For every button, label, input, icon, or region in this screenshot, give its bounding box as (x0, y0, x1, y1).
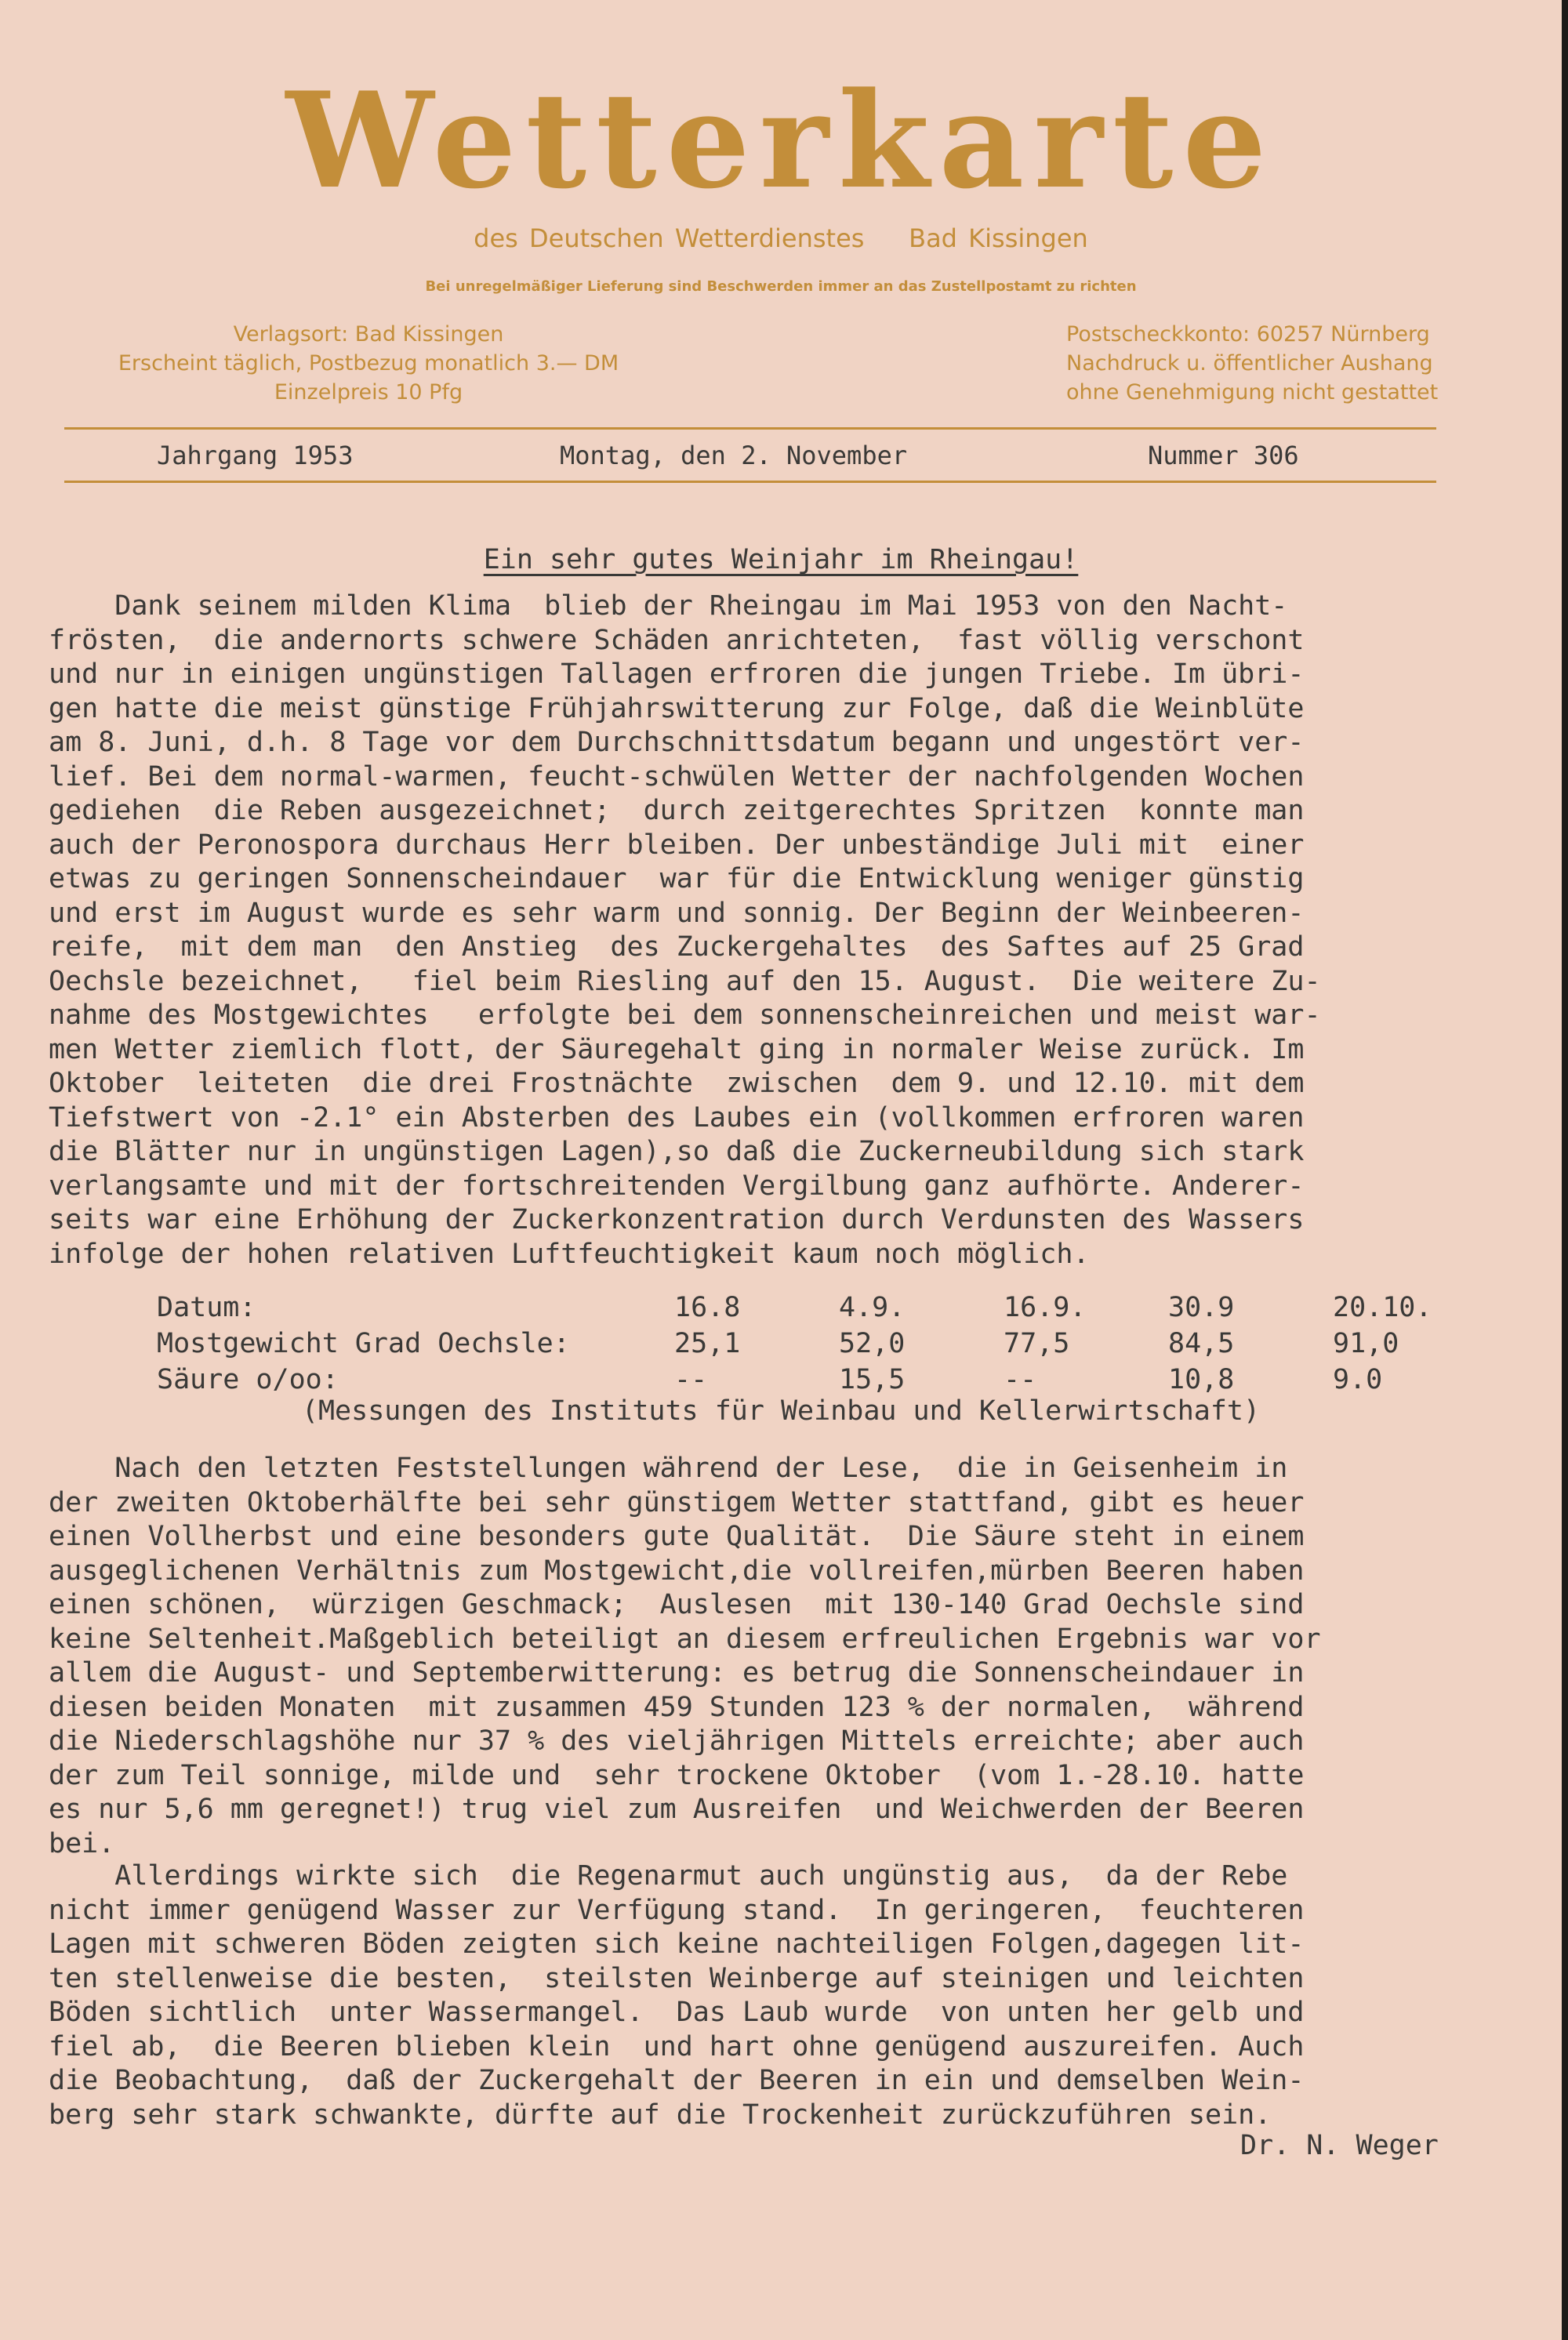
issue-volume: Jahrgang 1953 (157, 441, 354, 470)
paragraph-line: ten stellenweise die besten, steilsten Weinberge auf steinigen und leichten (49, 1962, 1305, 1994)
imprint-right (1066, 320, 1505, 407)
paragraph-line: men Wetter ziemlich flott, der Säuregehalt ging in normaler Weise zurück. Im (49, 1033, 1305, 1065)
measurement-table (157, 1290, 1458, 1398)
paragraph-line: frösten, die andernorts schwere Schäden anrichteten, fast völlig verschont (49, 624, 1305, 656)
delivery-notice: Bei unregelmäßiger Lieferung sind Beschwerden immer an das Zustellpostamt zu richten (425, 278, 1137, 295)
table-cell: 16.9. (1004, 1292, 1087, 1323)
paragraph-line: lief. Bei dem normal-warmen, feucht-schwülen Wetter der nachfolgenden Wochen (49, 760, 1305, 793)
paragraph-line: berg sehr stark schwankte, dürfte auf die Trockenheit zurückzuführen sein. (49, 2099, 1272, 2131)
table-row (157, 1362, 1458, 1398)
table-row-label: Datum: (157, 1292, 256, 1323)
paragraph-line: die Blätter nur in ungünstigen Lagen),so daß die Zuckerneubildung sich stark (49, 1136, 1305, 1167)
issue-number: Nummer 306 (1148, 441, 1299, 470)
paragraph-line: diesen beiden Monaten mit zusammen 459 Stunden 123 % der normalen, während (49, 1691, 1305, 1723)
paragraph-line: seits war eine Erhöhung der Zuckerkonzentration durch Verdunsten des Wassers (49, 1204, 1305, 1235)
paragraph-line: nahme des Mostgewichtes erfolgte bei dem sonnenscheinreichen und meist war- (49, 999, 1321, 1031)
paragraph-line: gen hatte die meist günstige Frühjahrswitterung zur Folge, daß die Weinblüte (49, 692, 1305, 724)
author-signature: Dr. N. Weger (1240, 2130, 1439, 2161)
top-rule (64, 427, 1436, 430)
paragraph-line: Oechsle bezeichnet, fiel beim Riesling auf den 15. August. Die weitere Zu- (49, 965, 1321, 997)
publisher-subtitle: des Deutschen Wetterdienstes Bad Kissingen (474, 223, 1088, 253)
scan-edge (1562, 0, 1568, 2340)
issue-date: Montag, den 2. November (560, 441, 908, 470)
imprint-left (86, 320, 651, 407)
masthead (0, 63, 1562, 295)
table-cell: 4.9. (839, 1292, 906, 1323)
paragraph-line: und nur in einigen ungünstigen Tallagen erfroren die jungen Triebe. Im übri- (49, 658, 1305, 690)
imprint-frequency: Erscheint täglich, Postbezug monatlich 3.— DM (118, 351, 619, 375)
table-cell: 16.8 (674, 1292, 741, 1323)
table-cell: 9.0 (1333, 1364, 1383, 1395)
table-row-label: Mostgewicht Grad Oechsle: (157, 1328, 570, 1359)
table-cell: 77,5 (1004, 1328, 1070, 1359)
paragraph-line: auch der Peronospora durchaus Herr bleiben. Der unbeständige Juli mit einer (49, 829, 1305, 861)
paragraph-line: verlangsamte und mit der fortschreitenden Vergilbung ganz aufhörte. Anderer- (49, 1170, 1305, 1202)
paragraph-line: ausgeglichenen Verhältnis zum Mostgewicht,die vollreifen,mürben Beeren haben (49, 1555, 1305, 1587)
imprint-reprint-notice: Nachdruck u. öffentlicher Aushang (1066, 351, 1433, 375)
paragraph-line: einen schönen, würzigen Geschmack; Auslesen mit 130-140 Grad Oechsle sind (49, 1589, 1305, 1620)
paragraph-line: etwas zu geringen Sonnenscheindauer war für die Entwicklung weniger günstig (49, 863, 1305, 894)
paragraph-line: einen Vollherbst und eine besonders gute Qualität. Die Säure steht in einem (49, 1521, 1305, 1552)
paragraph-line: und erst im August wurde es sehr warm und sonnig. Der Beginn der Weinbeeren- (49, 897, 1305, 929)
paragraph-line: die Beobachtung, daß der Zuckergehalt der Beeren in ein und demselben Wein- (49, 2065, 1305, 2096)
table-cell: 10,8 (1168, 1364, 1235, 1395)
paragraph-line: nicht immer genügend Wasser zur Verfügung stand. In geringeren, feuchteren (49, 1894, 1305, 1926)
table-cell: -- (1004, 1364, 1037, 1395)
article-headline: Ein sehr gutes Weinjahr im Rheingau! (483, 544, 1079, 575)
paragraph-line: keine Seltenheit.Maßgeblich beteiligt an diesem erfreulichen Ergebnis war vor (49, 1623, 1321, 1655)
imprint-account: Postscheckkonto: 60257 Nürnberg (1066, 322, 1430, 346)
table-row (157, 1326, 1458, 1362)
table-cell: 30.9 (1168, 1292, 1235, 1323)
newspaper-title: Wetterkarte (285, 63, 1276, 218)
table-cell: 91,0 (1333, 1328, 1399, 1359)
bottom-rule (64, 481, 1436, 483)
article-paragraph-2 (49, 1452, 1460, 1861)
paragraph-line: der zum Teil sonnige, milde und sehr trockene Oktober (vom 1.-28.10. hatte (49, 1759, 1305, 1791)
paragraph-line: Allerdings wirkte sich die Regenarmut auch ungünstig aus, da der Rebe (49, 1860, 1288, 1892)
paragraph-line: Oktober leiteten die drei Frostnächte zwischen dem 9. und 12.10. mit dem (49, 1068, 1305, 1099)
paragraph-line: Tiefstwert von -2.1° ein Absterben des Laubes ein (vollkommen erfroren waren (49, 1101, 1305, 1134)
article-paragraph-1 (49, 590, 1460, 1272)
table-cell: 20.10. (1333, 1292, 1432, 1323)
paragraph-line: der zweiten Oktoberhälfte bei sehr günstigem Wetter stattfand, gibt es heuer (49, 1486, 1305, 1518)
table-row (157, 1290, 1458, 1326)
imprint-price: Einzelpreis 10 Pfg (274, 380, 463, 405)
article-paragraph-3 (49, 1859, 1460, 2132)
table-cell: 84,5 (1168, 1328, 1235, 1359)
table-row-label: Säure o/oo: (157, 1364, 339, 1395)
paragraph-line: Dank seinem milden Klima blieb der Rheingau im Mai 1953 von den Nacht- (49, 590, 1288, 622)
paragraph-line: Lagen mit schweren Böden zeigten sich keine nachteiligen Folgen,dagegen lit- (49, 1928, 1305, 1960)
paragraph-line: gediehen die Reben ausgezeichnet; durch zeitgerechtes Spritzen konnte man (49, 795, 1305, 826)
table-cell: 15,5 (839, 1364, 906, 1395)
table-cell: 25,1 (674, 1328, 741, 1359)
table-cell: -- (674, 1364, 708, 1395)
paragraph-line: Nach den letzten Feststellungen während der Lese, die in Geisenheim in (49, 1453, 1288, 1484)
imprint-place: Verlagsort: Bad Kissingen (233, 322, 504, 346)
measurement-source-note: (Messungen des Instituts für Weinbau und Kellerwirtschaft) (301, 1395, 1261, 1427)
paragraph-line: die Niederschlagshöhe nur 37 % des vieljährigen Mittels erreichte; aber auch (49, 1725, 1305, 1757)
paragraph-line: infolge der hohen relativen Luftfeuchtigkeit kaum noch möglich. (49, 1238, 1090, 1270)
paragraph-line: fiel ab, die Beeren blieben klein und hart ohne genügend auszureifen. Auch (49, 2030, 1305, 2062)
paragraph-line: bei. (49, 1827, 115, 1859)
paragraph-line: Böden sichtlich unter Wassermangel. Das Laub wurde von unten her gelb und (49, 1997, 1305, 2028)
paragraph-line: am 8. Juni, d.h. 8 Tage vor dem Durchschnittsdatum begann und ungestört ver- (49, 727, 1305, 758)
imprint-permission: ohne Genehmigung nicht gestattet (1066, 380, 1439, 405)
paragraph-line: es nur 5,6 mm geregnet!) trug viel zum Ausreifen und Weichwerden der Beeren (49, 1794, 1305, 1825)
paragraph-line: reife, mit dem man den Anstieg des Zuckergehaltes des Saftes auf 25 Grad (49, 931, 1305, 963)
paragraph-line: allem die August- und Septemberwitterung: es betrug die Sonnenscheindauer in (49, 1657, 1305, 1689)
table-cell: 52,0 (839, 1328, 906, 1359)
